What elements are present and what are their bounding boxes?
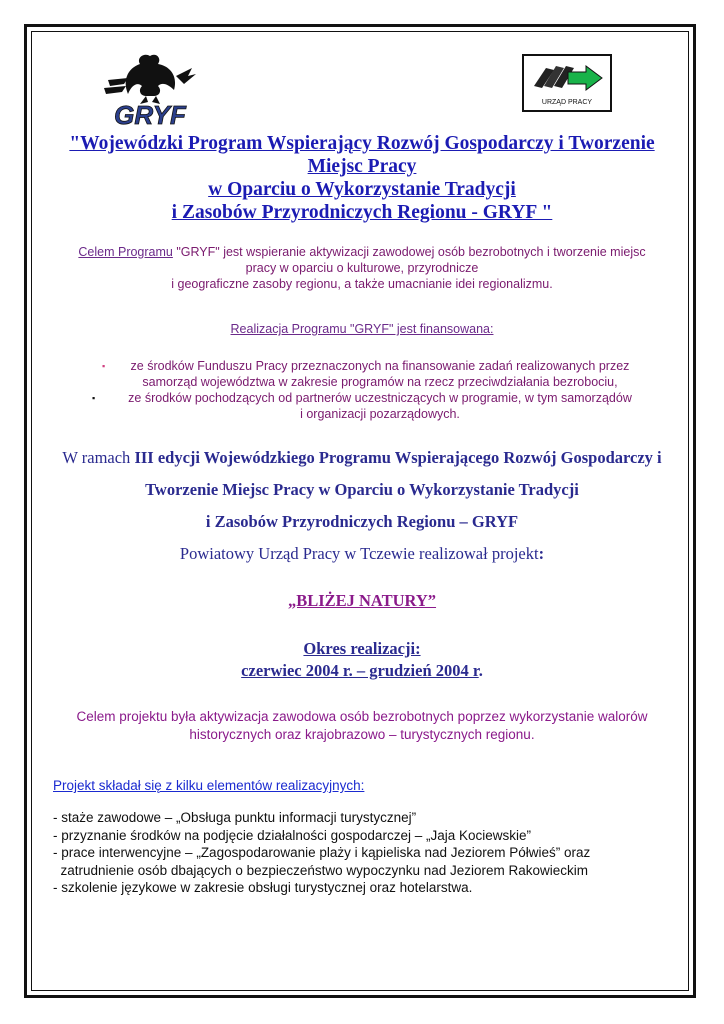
list-item: [90, 390, 670, 422]
project-goal: [40, 708, 684, 744]
edition-colon: :: [538, 544, 545, 563]
list-item: - staże zawodowe – „Obsługa punktu informacji turystycznej”: [53, 810, 417, 825]
gryf-logo-text: GRYF: [114, 100, 186, 128]
intro-text: "GRYF" jest wspieranie aktywizacji zawodowej osób bezrobotnych i tworzenie miejsc: [172, 245, 646, 259]
list-item: - przyznanie środków na podjęcie działalności gospodarczej – „Jaja Kociewskie”: [53, 827, 531, 843]
edition-text: Tworzenie Miejsc Pracy w Oparciu o Wykorzystanie Tradycji: [145, 480, 579, 499]
intro-text: i geograficzne zasoby regionu, a także umacnianie idei regionalizmu.: [171, 277, 553, 291]
list-item: [90, 358, 670, 390]
edition-text: Powiatowy Urząd Pracy w Tczewie realizował projekt: [179, 544, 539, 563]
financing-list: [90, 358, 670, 422]
edition-text: III edycji Wojewódzkiego Programu Wspierającego Rozwój Gospodarczy i: [134, 448, 662, 467]
arrow-cards-icon: [524, 58, 610, 100]
list-item: - prace interwencyjne – „Zagospodarowanie plaży i kąpieliska nad Jeziorem Półwieś” oraz: [53, 845, 591, 860]
program-title: [40, 132, 684, 224]
title-line: i Zasobów Przyrodniczych Regionu - GRYF ": [171, 202, 553, 223]
edition-text: i Zasobów Przyrodniczych Regionu – GRYF: [205, 512, 519, 531]
title-line: "Wojewódzki Program Wspierający Rozwój Gospodarczy i Tworzenie: [69, 133, 655, 154]
period-range: czerwiec 2004 r. – grudzień 2004 r: [241, 661, 479, 680]
intro-link[interactable]: Celem Programu: [78, 245, 173, 259]
edition-prefix: W ramach: [62, 448, 135, 467]
urzad-pracy-logo: [522, 54, 612, 112]
list-item: - szkolenie językowe w zakresie obsługi turystycznej oraz hotelarstwa.: [53, 880, 473, 895]
program-intro: [40, 244, 684, 292]
title-line: w Oparciu o Wykorzystanie Tradycji: [208, 179, 516, 200]
title-line: Miejsc Pracy: [307, 156, 417, 177]
elements-heading: Projekt składał się z kilku elementów realizacyjnych:: [53, 778, 365, 793]
project-period: [40, 638, 684, 682]
financing-heading: Realizacja Programu "GRYF" jest finansowana:: [230, 322, 494, 336]
project-name: „BLIŻEJ NATURY”: [287, 591, 437, 610]
list-item-text: ze środków pochodzących od partnerów uczestniczących w programie, w tym samorządów: [128, 391, 632, 405]
list-item-text: ze środków Funduszu Pracy przeznaczonych na finansowanie zadań realizowanych przez: [130, 359, 630, 373]
period-dot: .: [478, 661, 483, 680]
urzad-pracy-label: URZĄD PRACY: [541, 99, 593, 106]
list-item-text: i organizacji pozarządowych.: [300, 407, 460, 421]
edition-info: [40, 442, 684, 570]
bullet-icon: ▪: [102, 361, 106, 371]
gryf-logo: [88, 50, 212, 128]
period-label: Okres realizacji:: [303, 639, 421, 658]
goal-text: historycznych oraz krajobrazowo – turystycznych regionu.: [189, 727, 535, 742]
list-item-text: samorząd województwa w zakresie programów na rzecz przeciwdziałania bezrobociu,: [142, 375, 618, 389]
elements-list: [53, 809, 673, 897]
list-item: zatrudnienie osób dbających o bezpieczeństwo wypoczynku nad Jeziorem Rakowieckim: [53, 862, 589, 878]
bullet-icon: ▪: [92, 393, 96, 403]
goal-text: Celem projektu była aktywizacja zawodowa osób bezrobotnych poprzez wykorzystanie walorów: [76, 709, 648, 724]
intro-text: pracy w oparciu o kulturowe, przyrodnicze: [245, 261, 479, 275]
